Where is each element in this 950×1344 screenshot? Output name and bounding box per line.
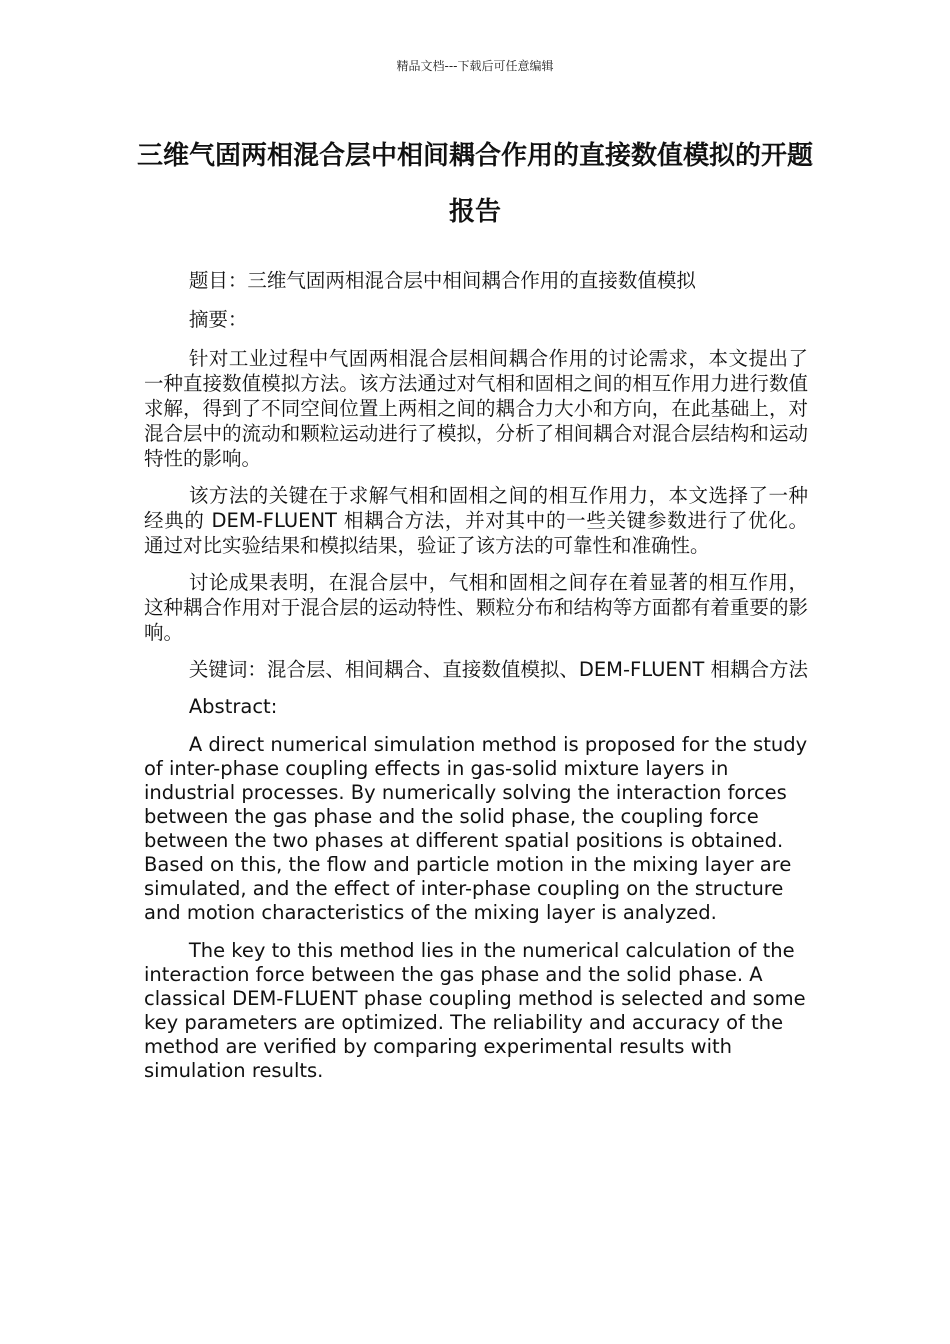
page-title: 三维气固两相混合层中相间耦合作用的直接数值模拟的开题报告	[136, 141, 813, 227]
abstract-cn-paragraph: 讨论成果表明，在混合层中，气相和固相之间存在着显著的相互作用，这种耦合作用对于混合层的运动特性、颗粒分布和结构等方面都有着重要的影响。	[144, 571, 808, 644]
abstract-cn-paragraph: 该方法的关键在于求解气相和固相之间的相互作用力，本文选择了一种经典的 DEM-FLUENT 相耦合方法，并对其中的一些关键参数进行了优化。通过对比实验结果和模拟结果，验证了该方法的可靠性和准确性。	[144, 484, 808, 557]
abstract-en-paragraph: The key to this method lies in the numerical calculation of the interaction force between the gas phase and the solid phase. A classical DEM-FLUENT phase coupling method is selected and some key parameters are optimized. The reliability and accuracy of the method are verified by comparing experimental results with simulation results.	[144, 939, 806, 1082]
keywords-cn: 关键词：混合层、相间耦合、直接数值模拟、DEM-FLUENT 相耦合方法	[188, 658, 808, 681]
abstract-en-paragraph: A direct numerical simulation method is proposed for the study of inter-phase coupling effects in gas-solid mixture layers in industrial processes. By numerically solving the interaction forces between the gas phase and the solid phase, the coupling force between the two phases at different spatial positions is obtained. Based on this, the flow and particle motion in the mixing layer are simulated, and the effect of inter-phase coupling on the structure and motion characteristics of the mixing layer is analyzed.	[144, 733, 808, 924]
abstract-en-label: Abstract:	[188, 695, 278, 718]
topic-line: 题目：三维气固两相混合层中相间耦合作用的直接数值模拟	[188, 269, 696, 292]
abstract-cn-paragraph: 针对工业过程中气固两相混合层相间耦合作用的讨论需求，本文提出了一种直接数值模拟方法。该方法通过对气相和固相之间的相互作用力进行数值求解，得到了不同空间位置上两相之间的耦合力大小和方向，在此基础上，对混合层中的流动和颗粒运动进行了模拟，分析了相间耦合对混合层结构和运动特性的影响。	[144, 347, 808, 470]
abstract-cn-label: 摘要：	[188, 308, 248, 331]
document-body	[144, 268, 808, 1097]
header-note: 精品文档---下载后可任意编辑	[396, 59, 554, 73]
